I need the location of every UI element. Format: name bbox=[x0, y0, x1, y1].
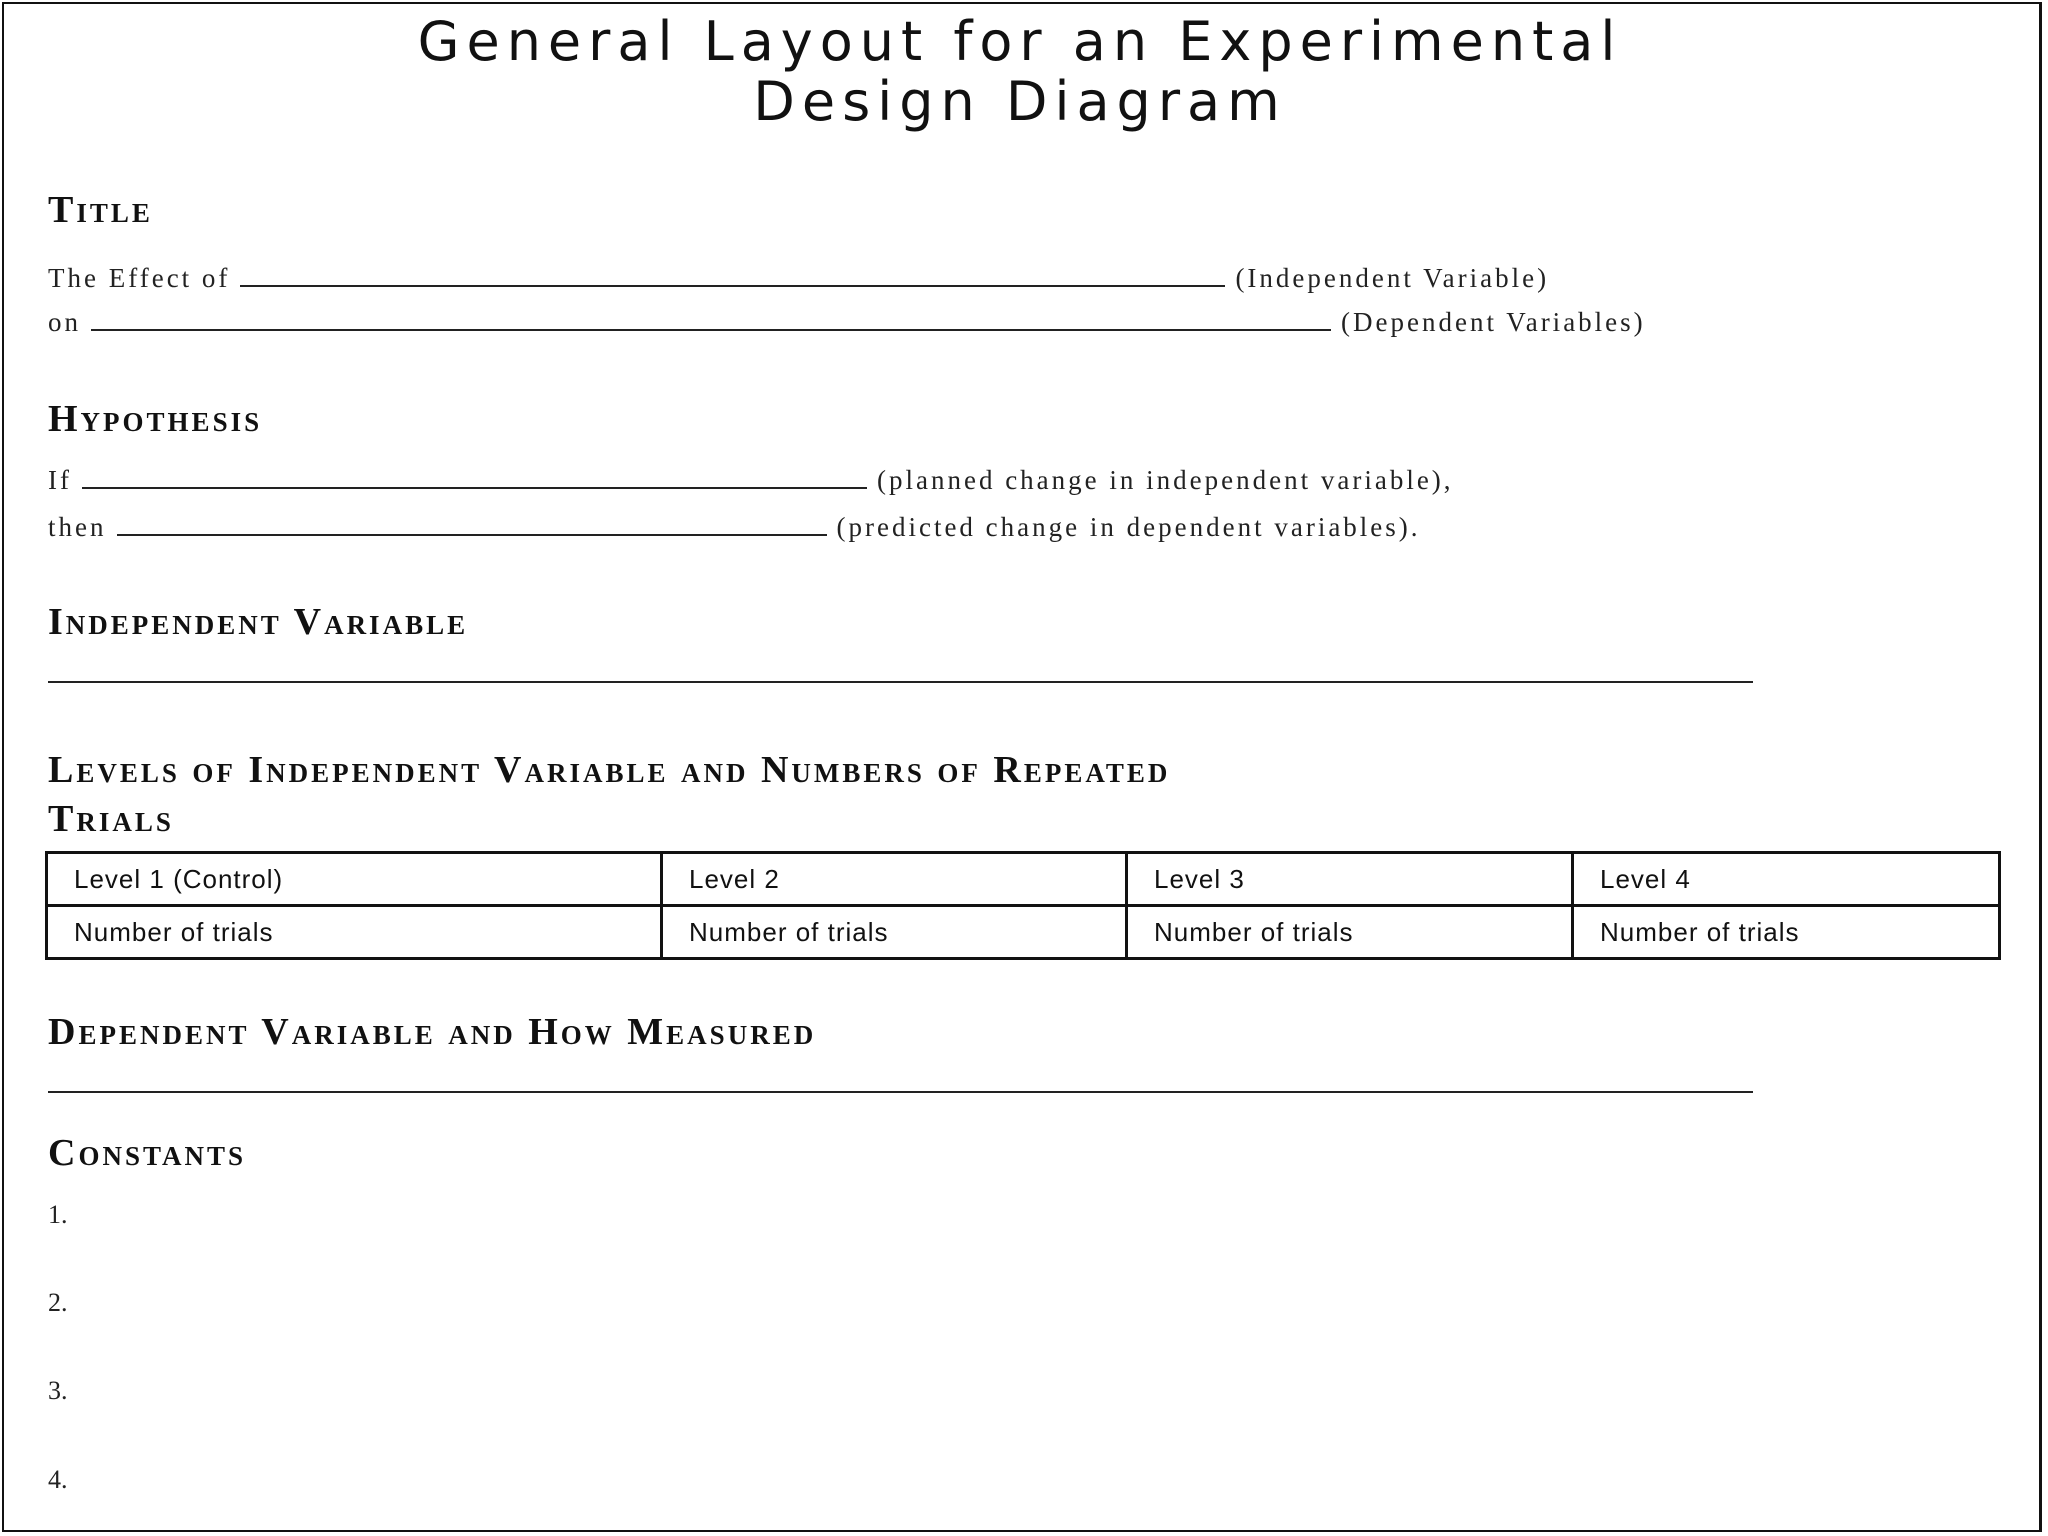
title-section-heading: Title bbox=[48, 189, 153, 231]
hypothesis-if-prefix: If bbox=[48, 465, 72, 495]
levels-heading-line-2: Trials bbox=[48, 798, 174, 840]
constant-item-3[interactable]: 3. bbox=[48, 1376, 68, 1405]
level-2-cell: Level 2 bbox=[662, 853, 1127, 906]
constant-item-2[interactable]: 2. bbox=[48, 1288, 68, 1317]
table-row-levels bbox=[47, 853, 2000, 906]
title-line-1-prefix: The Effect of bbox=[48, 263, 231, 293]
independent-variable-blank[interactable] bbox=[240, 263, 1225, 287]
level-4-cell: Level 4 bbox=[1573, 853, 2000, 906]
level-1-cell: Level 1 (Control) bbox=[47, 853, 662, 906]
hypothesis-then-prefix: then bbox=[48, 512, 107, 542]
title-line-2-suffix: (Dependent Variables) bbox=[1341, 307, 1646, 337]
title-line-1-suffix: (Independent Variable) bbox=[1235, 263, 1550, 293]
level-3-trials-cell[interactable]: Number of trials bbox=[1127, 906, 1573, 959]
title-line-independent bbox=[48, 263, 1549, 294]
page-title-line-2: Design Diagram bbox=[753, 70, 1287, 133]
planned-change-blank[interactable] bbox=[82, 465, 867, 489]
table-row-trials bbox=[47, 906, 2000, 959]
levels-heading-line-1: Levels of Independent Variable and Numbers of Repeated bbox=[48, 749, 1171, 791]
independent-variable-answer-line[interactable] bbox=[48, 681, 1753, 683]
constant-item-1[interactable]: 1. bbox=[48, 1200, 68, 1229]
level-4-trials-cell[interactable]: Number of trials bbox=[1573, 906, 2000, 959]
level-2-trials-cell[interactable]: Number of trials bbox=[662, 906, 1127, 959]
hypothesis-then-suffix: (predicted change in dependent variables). bbox=[836, 512, 1421, 542]
predicted-change-blank[interactable] bbox=[117, 512, 827, 536]
independent-variable-heading: Independent Variable bbox=[48, 601, 469, 643]
level-1-trials-cell[interactable]: Number of trials bbox=[47, 906, 662, 959]
hypothesis-line-if bbox=[48, 465, 1454, 496]
level-3-cell: Level 3 bbox=[1127, 853, 1573, 906]
levels-table bbox=[45, 851, 2001, 960]
title-line-dependent bbox=[48, 307, 1646, 338]
hypothesis-if-suffix: (planned change in independent variable), bbox=[876, 465, 1454, 495]
title-line-2-prefix: on bbox=[48, 307, 81, 337]
page-title-line-1: General Layout for an Experimental bbox=[417, 10, 1623, 73]
dependent-variable-heading: Dependent Variable and How Measured bbox=[48, 1011, 817, 1053]
hypothesis-line-then bbox=[48, 512, 1421, 543]
dependent-variables-blank[interactable] bbox=[91, 307, 1331, 331]
constants-heading: Constants bbox=[48, 1132, 246, 1174]
page-title bbox=[0, 12, 2040, 132]
dependent-variable-answer-line[interactable] bbox=[48, 1091, 1753, 1093]
constant-item-4[interactable]: 4. bbox=[48, 1465, 68, 1494]
hypothesis-heading: Hypothesis bbox=[48, 398, 263, 440]
